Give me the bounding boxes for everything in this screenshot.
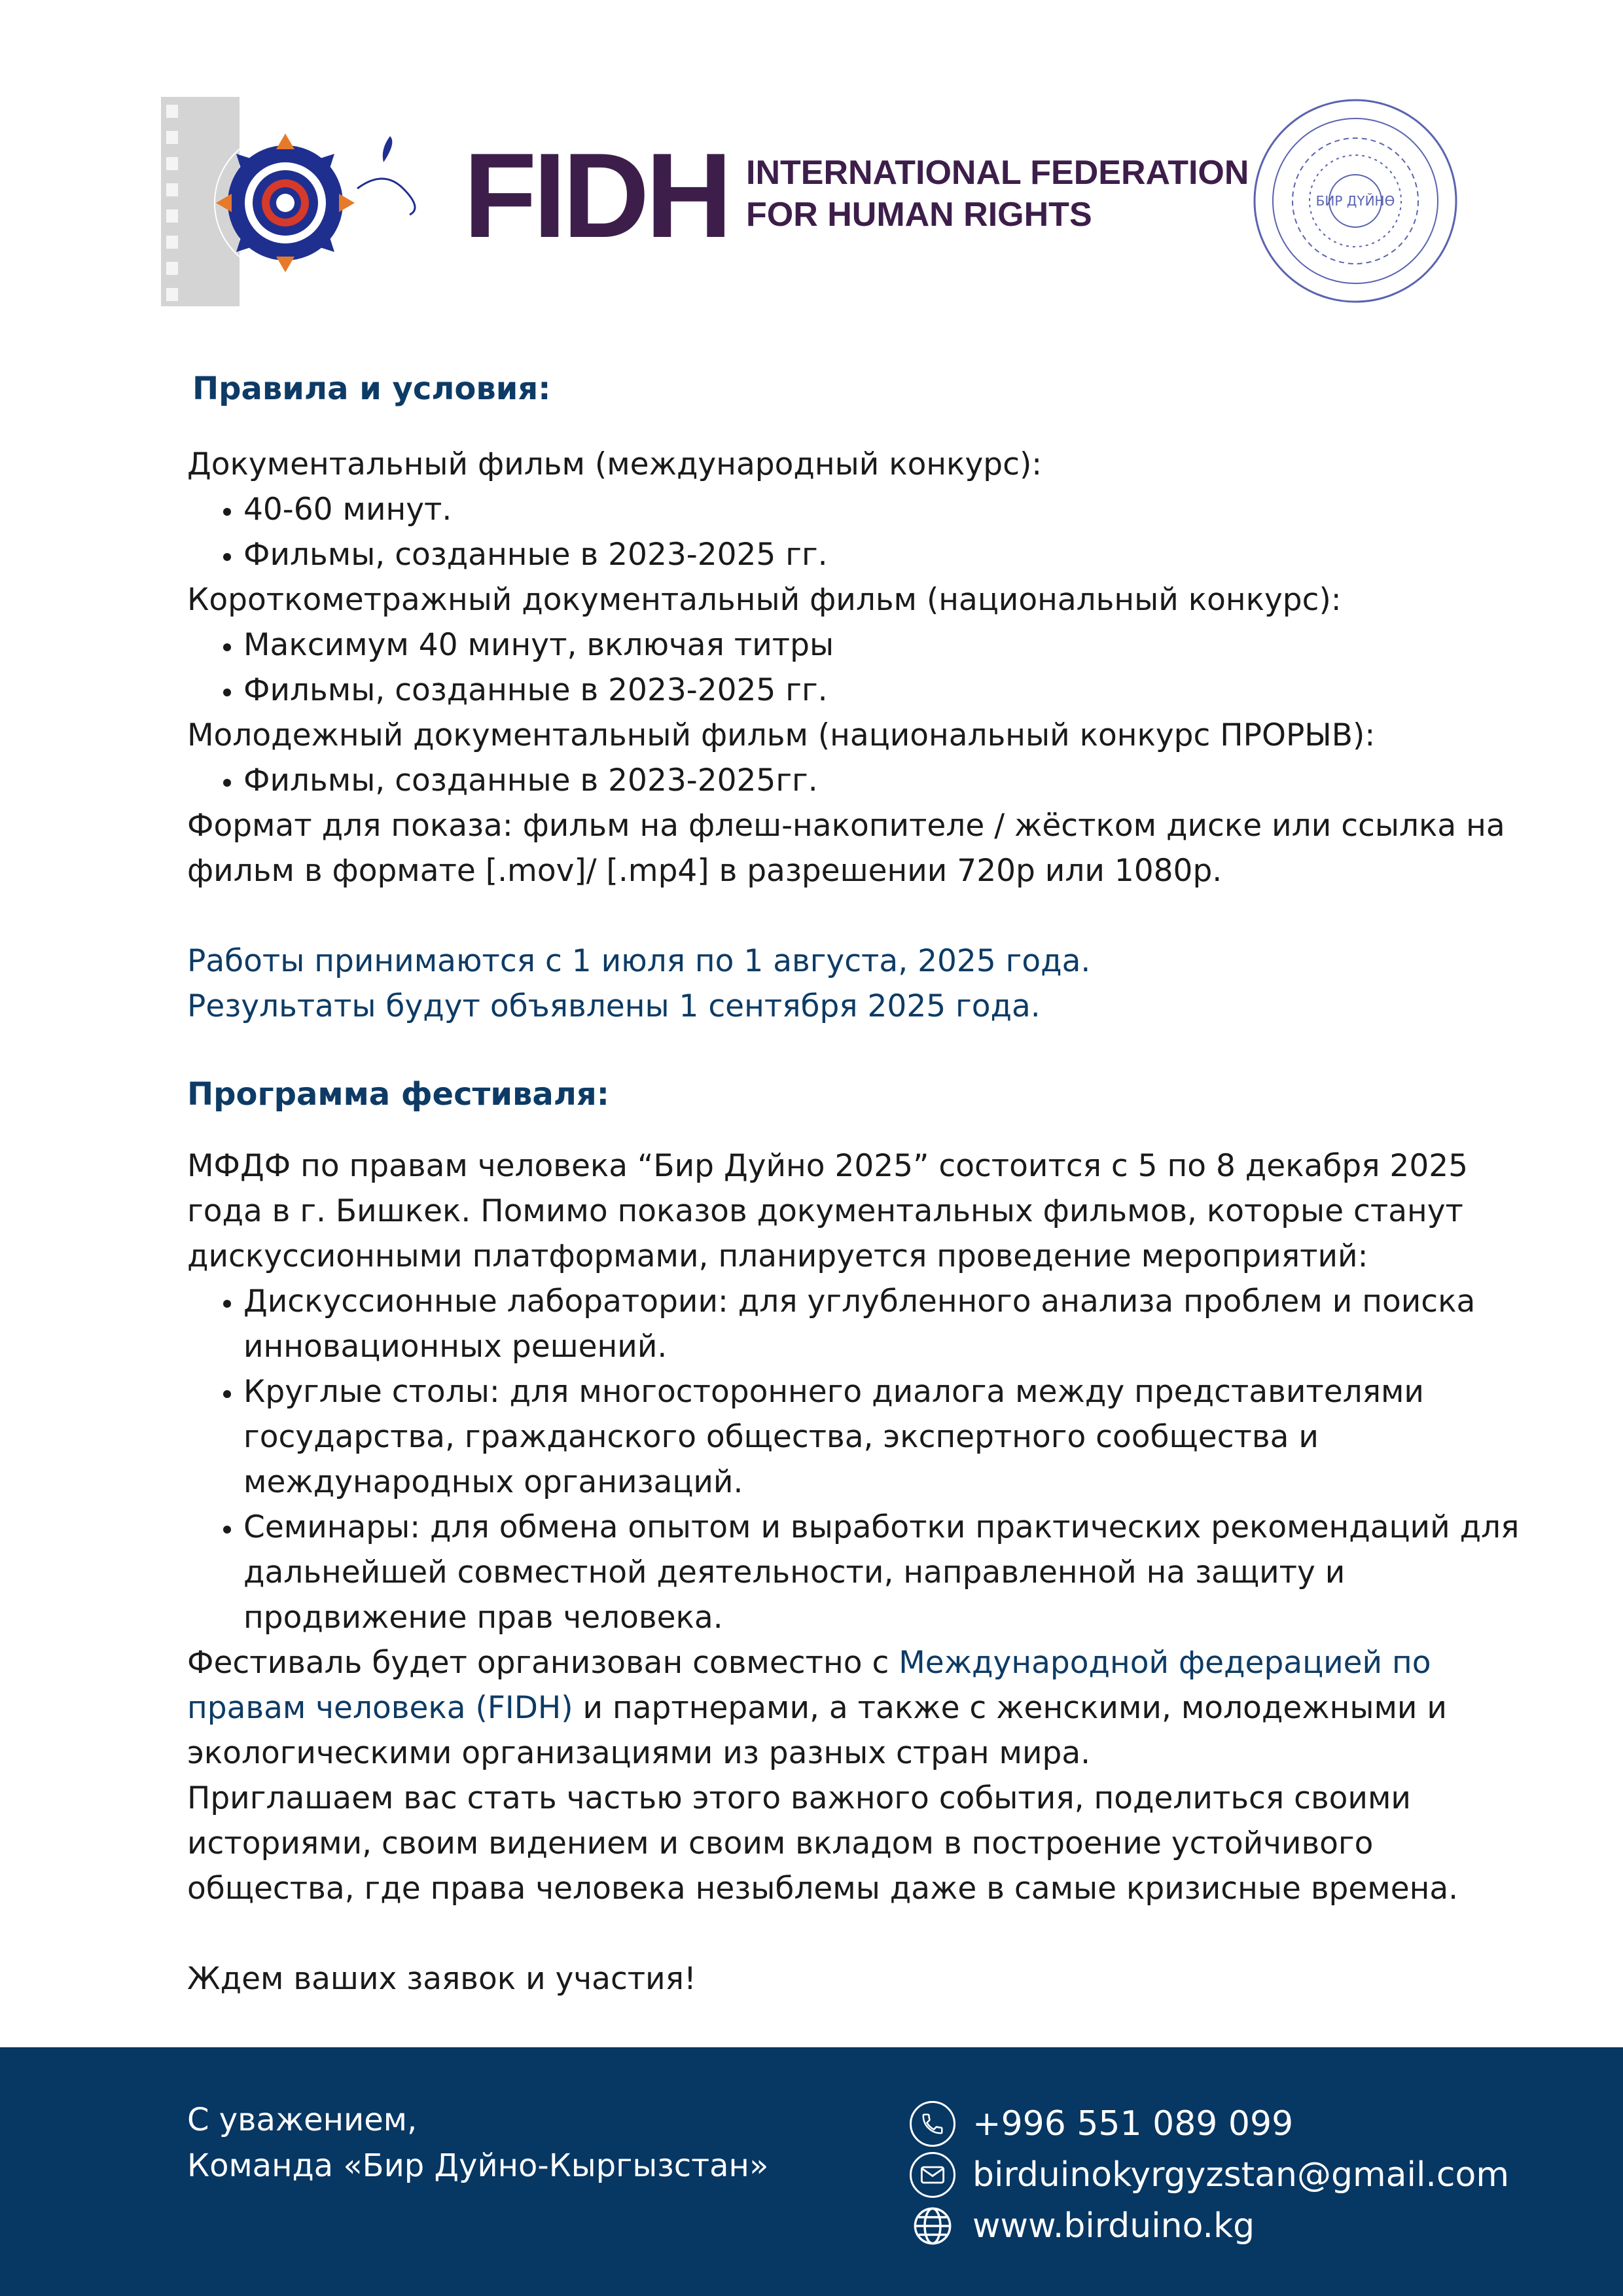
footer bbox=[0, 2047, 1623, 2296]
list-item: • Дискуссионные лаборатории: для углубленного анализа проблем и поиска инновационных решений. bbox=[243, 1279, 1535, 1369]
category-youth: Молодежный документальный фильм (национальный конкурс ПРОРЫВ): bbox=[187, 717, 1376, 753]
format-text: Формат для показа: фильм на флеш-накопителе / жёстком диске или ссылка на фильм в формате [.mov]/ [.mp4] в разрешении 720p или 1080p. bbox=[187, 808, 1505, 889]
program-intro: МФДФ по правам человека “Бир Дуйно 2025” состоится с 5 по 8 декабря 2025 года в г. Бишкек. Помимо показов документальных фильмов, которые станут дискуссионными платформами, планируется проведение мероприятий: bbox=[187, 1148, 1469, 1274]
team-name: Команда «Бир Дуйно-Кыргызстан» bbox=[187, 2147, 769, 2184]
bir-duino-seal bbox=[1251, 97, 1459, 305]
results-date: Результаты будут объявлены 1 сентября 2025 года. bbox=[187, 988, 1041, 1024]
invitation-text: Приглашаем вас стать частью этого важного события, поделиться своими историями, своим видением и своим вкладом в построение устойчивого общества, где права человека незыблемы даже в самые кризисные времена. bbox=[187, 1780, 1459, 1907]
fidh-name bbox=[746, 152, 1270, 236]
category-international: Документальный фильм (международный конкурс): bbox=[187, 446, 1043, 482]
program-events-list bbox=[187, 1279, 1535, 1640]
website-url: www.birduino.kg bbox=[972, 2206, 1255, 2246]
signature bbox=[187, 2097, 768, 2189]
phone-icon bbox=[910, 2101, 955, 2147]
contacts bbox=[910, 2098, 1509, 2251]
email-row[interactable] bbox=[910, 2149, 1509, 2200]
regards-text: С уважением, bbox=[187, 2102, 418, 2138]
program-heading: Программа фестиваля: bbox=[187, 1076, 609, 1113]
list-item: • Фильмы, созданные в 2023-2025 гг. bbox=[243, 668, 1535, 713]
email-address: birduinokyrgyzstan@gmail.com bbox=[972, 2155, 1509, 2195]
header bbox=[0, 85, 1623, 321]
category-national-list bbox=[187, 622, 1535, 713]
list-item: • Круглые столы: для многостороннего диалога между представителями государства, гражданского общества, экспертного сообщества и международных организаций. bbox=[243, 1369, 1535, 1505]
category-youth-list bbox=[187, 758, 1535, 803]
list-item: • 40-60 минут. bbox=[243, 487, 1535, 532]
closing-text: Ждем ваших заявок и участия! bbox=[187, 1961, 696, 1997]
globe-icon bbox=[910, 2203, 955, 2249]
rules-heading: Правила и условия: bbox=[192, 370, 551, 407]
list-item: • Фильмы, созданные в 2023-2025гг. bbox=[243, 758, 1535, 803]
fidh-name-line2: FOR HUMAN RIGHTS bbox=[746, 196, 1092, 234]
website-row[interactable] bbox=[910, 2200, 1509, 2251]
phone-number: +996 551 089 099 bbox=[972, 2104, 1294, 2144]
partners-paragraph bbox=[187, 1640, 1535, 1776]
email-icon bbox=[910, 2152, 955, 2198]
festival-logo bbox=[161, 97, 436, 306]
fidh-mark: FIDH bbox=[463, 128, 729, 262]
main-content bbox=[187, 367, 1535, 2001]
phone-row[interactable] bbox=[910, 2098, 1509, 2149]
fidh-link[interactable]: Международной федерацией по правам человека (FIDH) bbox=[187, 1645, 1431, 1726]
partners-text-end: и партнерами, а также с женскими, молодежными и экологическими организациями из разных стран мира. bbox=[187, 1690, 1447, 1771]
list-item: • Фильмы, созданные в 2023-2025 гг. bbox=[243, 532, 1535, 577]
submission-deadline: Работы принимаются с 1 июля по 1 августа, 2025 года. bbox=[187, 943, 1091, 979]
list-item: • Семинары: для обмена опытом и выработки практических рекомендаций для дальнейшей совместной деятельности, направленной на защиту и продвижение прав человека. bbox=[243, 1505, 1535, 1640]
category-national: Короткометражный документальный фильм (национальный конкурс): bbox=[187, 582, 1342, 618]
list-item: • Максимум 40 минут, включая титры bbox=[243, 622, 1535, 668]
category-international-list bbox=[187, 487, 1535, 577]
fidh-name-line1: INTERNATIONAL FEDERATION bbox=[746, 154, 1249, 192]
svg-text:БИР ДҮЙНӨ: БИР ДҮЙНӨ bbox=[1315, 193, 1395, 209]
partners-text: Фестиваль будет организован совместно с bbox=[187, 1645, 899, 1681]
